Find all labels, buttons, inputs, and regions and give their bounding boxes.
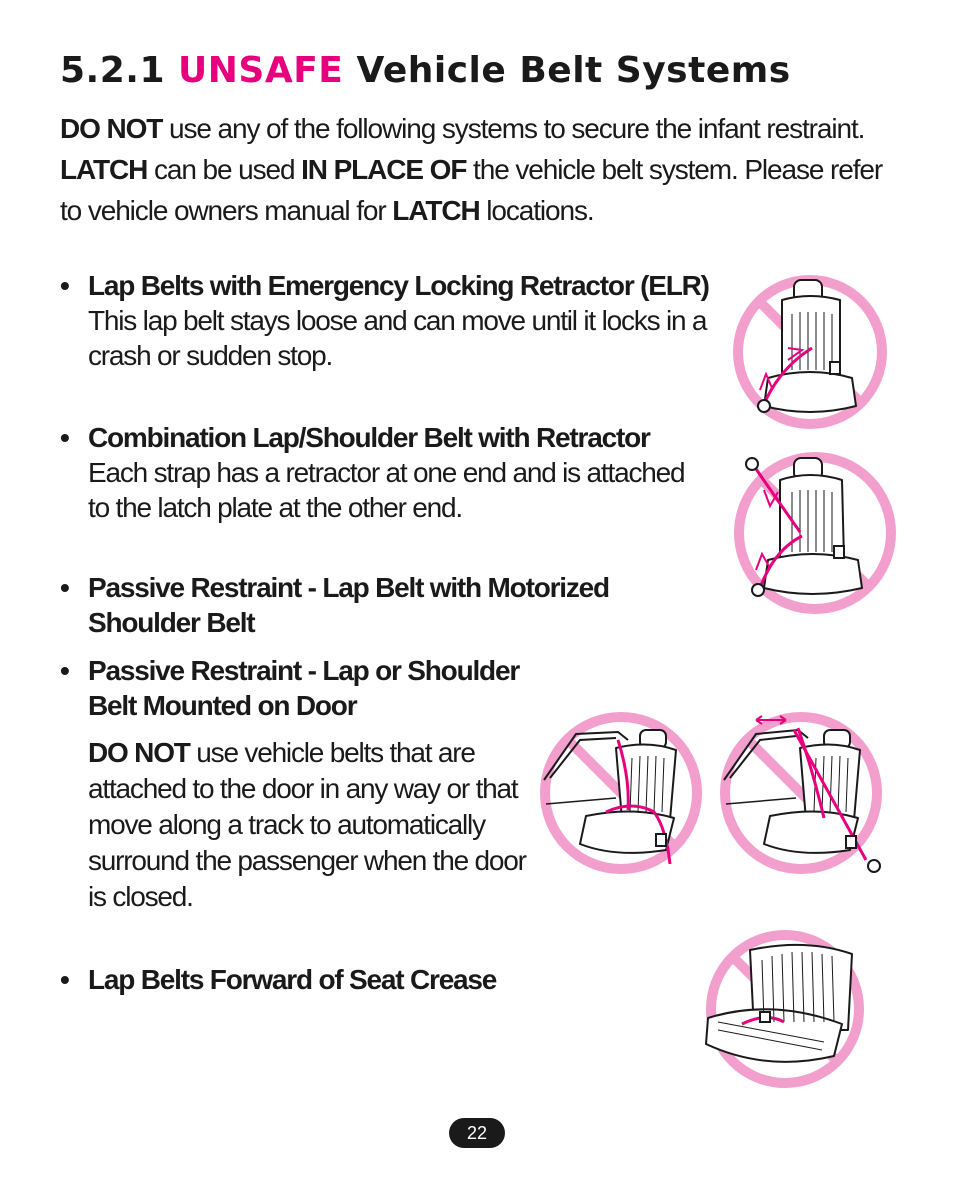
prohibited-elr-lap-belt-illustration	[728, 270, 892, 434]
bullet: •	[60, 270, 69, 301]
item-title: Combination Lap/Shoulder Belt with Retractor	[88, 422, 650, 453]
unsafe-label: UNSAFE	[178, 50, 344, 91]
section-heading	[60, 50, 791, 91]
intro-latch-2: LATCH	[392, 195, 480, 226]
list-item-lap-shoulder	[60, 420, 700, 525]
list-item-motorized-belt	[60, 570, 620, 640]
bullet: •	[60, 572, 69, 603]
prohibited-door-mounted-belt-illustration	[536, 708, 706, 878]
intro-paragraph	[60, 108, 890, 231]
note-do-not: DO NOT	[88, 737, 190, 768]
intro-text-1: use any of the following systems to secure the infant restraint.	[162, 113, 865, 144]
prohibited-motorized-shoulder-belt-illustration	[716, 708, 886, 878]
item-title: Passive Restraint - Lap Belt with Motorized Shoulder Belt	[88, 572, 609, 638]
intro-text-2: can be used	[147, 154, 302, 185]
intro-text-4: locations.	[479, 195, 594, 226]
prohibited-lap-shoulder-retractor-illustration	[730, 448, 900, 618]
bullet: •	[60, 964, 69, 995]
item-title: Lap Belts Forward of Seat Crease	[88, 964, 497, 995]
note-text: use vehicle belts that are attached to the door in any way or that move along a track to automatically surround the passenger when the door is closed.	[88, 737, 526, 912]
intro-do-not: DO NOT	[60, 113, 163, 144]
item-description: Each strap has a retractor at one end and is attached to the latch plate at the other end.	[88, 457, 685, 523]
intro-latch: LATCH	[60, 154, 148, 185]
intro-in-place-of: IN PLACE OF	[301, 154, 467, 185]
section-number: 5.2.1	[60, 50, 165, 91]
list-item-door-mounted	[60, 653, 530, 915]
page-number: 22	[449, 1118, 505, 1148]
intro-text-3: the vehicle belt system. Please refer to vehicle owners manual for	[60, 154, 883, 226]
bullet: •	[60, 655, 69, 686]
list-item-elr	[60, 268, 720, 373]
item-note	[88, 735, 530, 915]
item-description: This lap belt stays loose and can move until it locks in a crash or sudden stop.	[88, 305, 707, 371]
bullet: •	[60, 422, 69, 453]
section-title: Vehicle Belt Systems	[356, 50, 791, 91]
item-title: Lap Belts with Emergency Locking Retractor (ELR)	[88, 270, 709, 301]
item-title: Passive Restraint - Lap or Shoulder Belt Mounted on Door	[88, 655, 520, 721]
prohibited-lap-belt-forward-of-crease-illustration	[702, 926, 868, 1092]
list-item-forward-crease	[60, 962, 620, 997]
